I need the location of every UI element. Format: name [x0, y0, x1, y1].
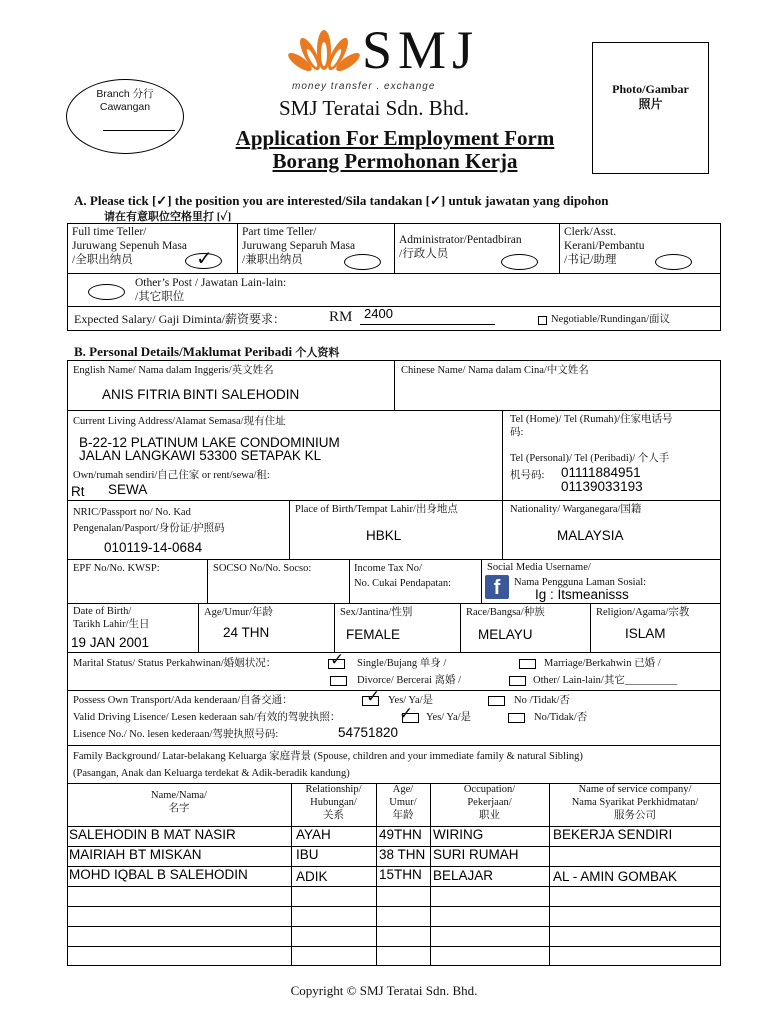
form-title-ms: Borang Permohonan Kerja	[272, 149, 518, 173]
logo-text: SMJ	[362, 20, 480, 80]
licence-number-value[interactable]: 54751820	[338, 725, 399, 740]
section-a-heading-cn: 请在有意职位空格里打 [✓]	[104, 211, 232, 223]
lotus-logo-icon	[288, 26, 360, 84]
expected-salary-label: Expected Salary/ Gaji Diminta/薪资要求：	[74, 312, 285, 326]
family-cell-name[interactable]: SALEHODIN B MAT NASIR	[69, 827, 236, 842]
position-clerk-oval[interactable]	[655, 254, 692, 270]
transport-yes-label: Yes/ Ya/是	[388, 695, 434, 706]
licence-label: Valid Driving Lisence/ Lesen kederaan sah/有效的驾驶执照：	[73, 712, 341, 723]
marital-married-label: Marriage/Berkahwin 已婚 /	[544, 658, 661, 669]
family-cell-occupation[interactable]: BELAJAR	[433, 868, 494, 883]
chinese-name-label: Chinese Name/ Nama dalam Cina/中文姓名	[401, 365, 589, 376]
marital-divorce-checkbox[interactable]	[330, 676, 347, 686]
transport-tick-icon: ✓	[366, 687, 381, 707]
negotiable-label: Negotiable/Rundingan/面议	[551, 314, 670, 325]
company-name: SMJ Teratai Sdn. Bhd.	[279, 96, 470, 120]
own-rent-value[interactable]: SEWA	[108, 482, 148, 497]
tel-personal-label: Tel (Personal)/ Tel (Peribadi)/ 个人手 机号码:	[510, 453, 670, 481]
section-a-heading: A. Please tick [✓] the position you are interested/Sila tandakan [✓] untuk jawatan yang dipohon	[74, 193, 609, 208]
age-value[interactable]: 24 THN	[223, 625, 270, 640]
other-post-oval[interactable]	[88, 284, 125, 300]
nationality-value[interactable]: MALAYSIA	[557, 528, 624, 543]
family-cell-company[interactable]: BEKERJA SENDIRI	[553, 827, 673, 842]
branch-label: Branch 分行 Cawangan	[96, 88, 154, 113]
position-administrator-oval[interactable]	[501, 254, 538, 270]
nric-label: NRIC/Passport no/ No. Kad Pengenalan/Pasport/身份证/护照码	[73, 507, 225, 534]
marital-status-label: Marital Status/ Status Perkahwinan/婚姻状况：	[73, 658, 277, 669]
licence-no-label: No/Tidak/否	[534, 712, 588, 723]
photo-label: Photo/Gambar 照片	[612, 82, 689, 111]
family-cell-occupation[interactable]: SURI RUMAH	[433, 847, 519, 862]
dob-value[interactable]: 19 JAN 2001	[71, 635, 150, 650]
single-tick-icon: ✓	[330, 650, 345, 670]
facebook-icon: f	[485, 575, 509, 599]
religion-label: Religion/Agama/宗教	[596, 607, 690, 618]
form-title-en: Application For Employment Form	[235, 126, 555, 150]
family-cell-name[interactable]: MAIRIAH BT MISKAN	[69, 847, 202, 862]
address-line-2[interactable]: JALAN LANGKAWI 53300 SETAPAK KL	[79, 448, 322, 463]
licence-no-checkbox[interactable]	[508, 713, 525, 723]
logo-tagline: money transfer . exchange	[292, 81, 436, 92]
family-header-relationship: Relationship/ Hubungan/ 关系	[305, 784, 362, 821]
salary-currency: RM	[329, 309, 353, 325]
transport-label: Possess Own Transport/Ada kenderaan/自备交通：	[73, 695, 293, 706]
dob-label: Date of Birth/ Tarikh Lahir/生日	[73, 606, 150, 630]
social-media-label-1: Social Media Username/	[487, 562, 591, 573]
salary-input-line[interactable]	[360, 324, 495, 325]
religion-value[interactable]: ISLAM	[625, 626, 666, 641]
race-value[interactable]: MELAYU	[478, 627, 533, 642]
family-cell-age[interactable]: 15THN	[379, 867, 422, 882]
place-of-birth-value[interactable]: HBKL	[366, 528, 402, 543]
family-cell-relationship[interactable]: AYAH	[296, 827, 331, 842]
english-name-label: English Name/ Nama dalam Inggeris/英文姓名	[73, 365, 274, 376]
salary-value[interactable]: 2400	[364, 306, 393, 321]
family-cell-company[interactable]: AL - AMIN GOMBAK	[553, 869, 678, 884]
family-cell-age[interactable]: 38 THN	[379, 847, 426, 862]
race-label: Race/Bangsa/种族	[466, 607, 545, 618]
income-tax-label: Income Tax No/ No. Cukai Pendapatan:	[354, 563, 452, 589]
transport-no-label: No /Tidak/否	[514, 695, 570, 706]
own-rent-label: Own/rumah sendiri/自己住家 or rent/sewa/租:	[73, 470, 270, 481]
socso-label: SOCSO No/No. Socso:	[213, 563, 312, 574]
nationality-label: Nationality/ Warganegara/国籍	[510, 504, 642, 515]
family-cell-age[interactable]: 49THN	[379, 827, 422, 842]
position-clerk[interactable]: Clerk/Asst. Kerani/Pembantu /书记/助理	[564, 226, 645, 266]
position-part-time-oval[interactable]	[344, 254, 381, 270]
sex-label: Sex/Jantina/性别	[340, 607, 413, 618]
marital-other-label: Other/ Lain-lain/其它__________	[533, 675, 678, 686]
address-line-1[interactable]: B-22-12 PLATINUM LAKE CONDOMINIUM	[79, 435, 340, 450]
marital-married-checkbox[interactable]	[519, 659, 536, 669]
family-cell-name[interactable]: MOHD IQBAL B SALEHODIN	[69, 867, 248, 882]
licence-tick-icon: ✓	[399, 704, 414, 724]
marital-divorce-label: Divorce/ Bercerai 离婚 /	[357, 675, 462, 686]
position-part-time-teller[interactable]: Part time Teller/ Juruwang Separuh Masa /兼职出纳员	[242, 226, 356, 266]
english-name-value[interactable]: ANIS FITRIA BINTI SALEHODIN	[102, 387, 300, 402]
family-header-company: Name of service company/ Nama Syarikat Perkhidmatan/ 服务公司	[571, 784, 699, 821]
marital-other-checkbox[interactable]	[509, 676, 526, 686]
family-background-label: Family Background/ Latar-belakang Keluarga 家庭背景 (Spouse, children and your immediate family & natural Sibling) (Pasangan, Anak dan Keluarga terdekat & Adik-beradik kandung)	[73, 751, 583, 779]
position-full-time-teller[interactable]: Full time Teller/ Juruwang Sepenuh Masa /全职出纳员	[72, 226, 187, 266]
licence-yes-label: Yes/ Ya/是	[426, 712, 472, 723]
address-label: Current Living Address/Alamat Semasa/现有住址	[73, 416, 286, 427]
copyright-footer: Copyright © SMJ Teratai Sdn. Bhd.	[290, 983, 478, 998]
epf-label: EPF No/No. KWSP:	[73, 563, 160, 574]
licence-number-label: Lisence No./ No. lesen kederaan/驾驶执照号码:	[73, 729, 279, 740]
full-time-tick-icon: ✓	[196, 246, 213, 270]
family-cell-occupation[interactable]: WIRING	[433, 827, 484, 842]
family-header-name: Name/Nama/ 名字	[151, 790, 207, 814]
place-of-birth-label: Place of Birth/Tempat Lahir/出身地点	[295, 504, 458, 515]
sex-value[interactable]: FEMALE	[346, 627, 401, 642]
own-rent-prefix: Rt	[71, 484, 85, 499]
negotiable-checkbox[interactable]	[538, 316, 547, 325]
other-post-label: Other’s Post / Jawatan Lain-lain: /其它职位	[135, 277, 287, 303]
social-media-value[interactable]: Ig : Itsmeanisss	[535, 587, 629, 602]
transport-no-checkbox[interactable]	[488, 696, 505, 706]
tel-personal-value-2[interactable]: 01139033193	[561, 479, 643, 494]
branch-underline	[103, 130, 175, 131]
tel-personal-value-1[interactable]: 01111884951	[561, 465, 641, 480]
family-header-age: Age/ Umur/ 年龄	[389, 784, 417, 821]
age-label: Age/Umur/年龄	[204, 607, 273, 618]
nric-value[interactable]: 010119-14-0684	[104, 540, 203, 555]
position-administrator[interactable]: Administrator/Pentadbiran /行政人员	[399, 234, 522, 260]
family-header-occupation: Occupation/ Pekerjaan/ 职业	[463, 784, 516, 821]
tel-home-label: Tel (Home)/ Tel (Rumah)/住家电话号 码:	[510, 414, 673, 438]
family-cell-relationship[interactable]: ADIK	[296, 869, 328, 884]
family-cell-relationship[interactable]: IBU	[296, 847, 319, 862]
marital-single-label: Single/Bujang 单身 /	[357, 658, 447, 669]
section-b-heading: B. Personal Details/Maklumat Peribadi 个人资料	[74, 344, 340, 359]
social-media-label-2: Nama Pengguna Laman Sosial:	[514, 577, 647, 588]
